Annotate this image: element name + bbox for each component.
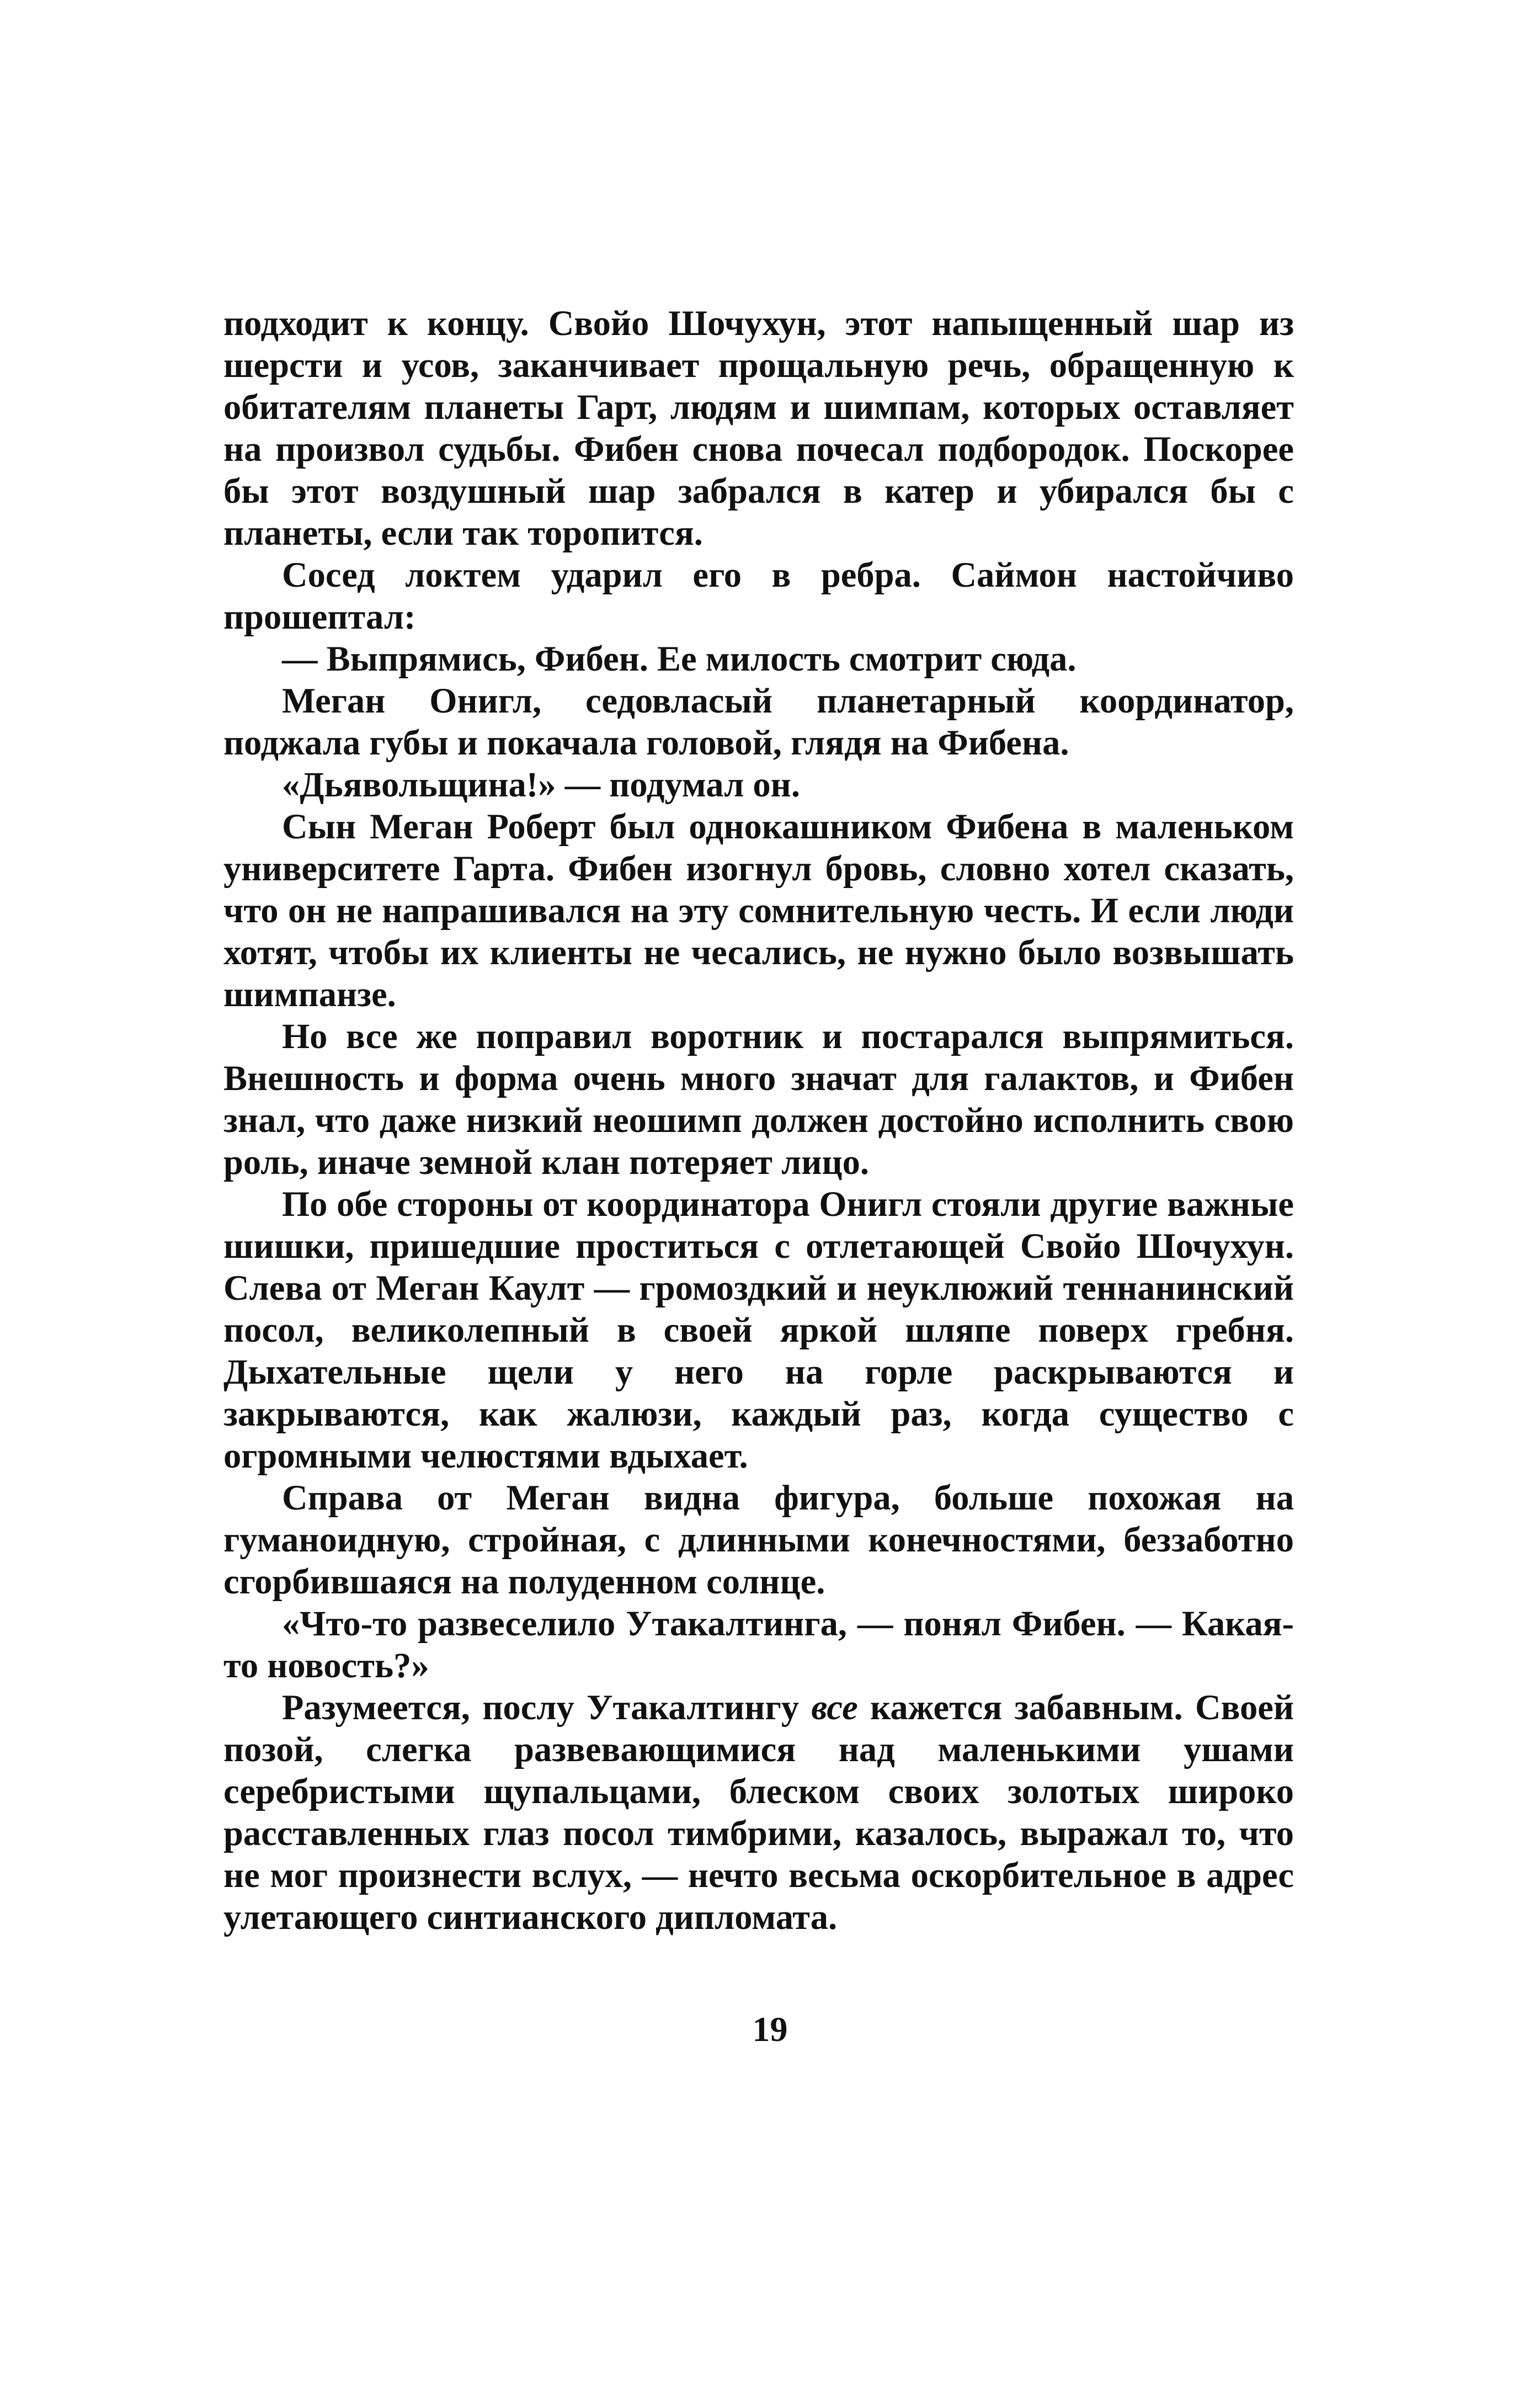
paragraph-11 [223,1687,1294,1938]
paragraph-5: «Дьявольщина!» — подумал он. [282,765,800,804]
paragraph-3: — Выпрямись, Фибен. Ее милость смотрит сюда. [282,639,1077,678]
paragraph-6: Сын Меган Роберт был однокашником Фибена в маленьком университете Гарта. Фибен изогнул бровь, словно хотел сказать, что он не напрашивался на эту сомнительную честь. И если люди хотят, чтобы их клиенты не чесались, не нужно было возвышать шимпанзе. [223,807,1294,1014]
paragraph-4: Меган Онигл, седовласый планетарный координатор, поджала губы и покачала головой, глядя на Фибена. [223,681,1294,762]
paragraph-11-start: Разумеется, послу Утакалтингу [282,1688,812,1727]
paragraph-11-end: кажется забавным. Своей позой, слегка развевающимися над маленькими ушами серебристыми щупальцами, блеском своих золотых широко расставленных глаз посол тимбрими, казалось, выражал то, что не мог произнести вслух, — нечто весьма оскорбительное в адрес улетающего синтианского дипломата. [223,1688,1294,1937]
paragraph-9: Справа от Меган видна фигура, больше похожая на гуманоидную, стройная, с длинными конечностями, беззаботно сгорбившаяся на полуденном солнце. [223,1478,1294,1601]
paragraph-1: подходит к концу. Свойо Шочухун, этот напыщенный шар из шерсти и усов, заканчивает прощальную речь, обращенную к обитателям планеты Гарт, людям и шимпам, которых оставляет на произвол судьбы. Фибен снова почесал подбородок. Поскорее бы этот воздушный шар забрался в катер и убирался бы с планеты, если так торопится. [223,304,1294,552]
book-page-text [223,302,1294,1938]
emphasized-word: все [811,1688,858,1727]
paragraph-7: Но все же поправил воротник и постарался выпрямиться. Внешность и форма очень много значат для галактов, и Фибен знал, что даже низкий неошимп должен достойно исполнить свою роль, иначе земной клан потеряет лицо. [223,1017,1294,1182]
paragraph-2: Сосед локтем ударил его в ребра. Саймон настойчиво прошептал: [223,555,1294,636]
page-number: 19 [752,2010,788,2049]
paragraph-10: «Что-то развеселило Утакалтинга, — понял Фибен. — Какая-то новость?» [223,1604,1294,1685]
paragraph-8: По обе стороны от координатора Онигл стояли другие важные шишки, пришедшие проститься с отлетающей Свойо Шочухун. Слева от Меган Каулт — громоздкий и неуклюжий теннанинский посол, великолепный в своей яркой шляпе поверх гребня. Дыхательные щели у него на горле раскрываются и закрываются, как жалюзи, каждый раз, когда существо с огромными челюстями вдыхает. [223,1184,1294,1475]
